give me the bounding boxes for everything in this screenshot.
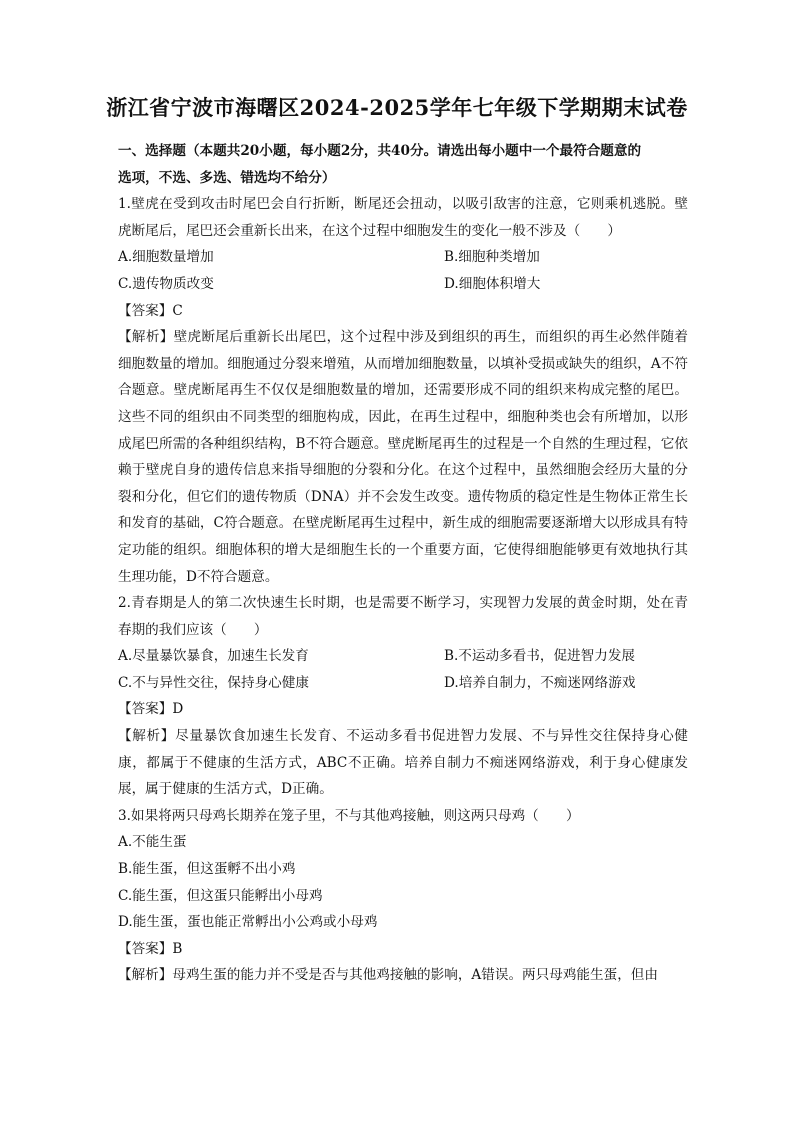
question-3-stem: 3.如果将两只母鸡长期养在笼子里，不与其他鸡接触，则这两只母鸡（ ） xyxy=(118,807,580,824)
question-1-option-c: C.遗传物质改变 xyxy=(118,275,214,292)
exam-content xyxy=(118,138,688,989)
question-1-answer: 【答案】C xyxy=(118,302,183,319)
question-2-answer: 【答案】D xyxy=(118,701,184,718)
question-2-option-b: B.不运动多看书，促进智力发展 xyxy=(444,648,636,665)
question-2-option-c: C.不与异性交往，保持身心健康 xyxy=(118,674,309,691)
question-2-analysis: 【解析】尽量暴饮食加速生长发育、不运动多看书促进智力发展、不与异性交往保持身心健康，都属于不健康的生活方式，ABC不正确。培养自制力不痴迷网络游戏，利于身心健康发展，属于健康的生活方式，D正确。 xyxy=(118,728,688,798)
section-heading-line1: 一、选择题（本题共20小题，每小题2分，共40分。请选出每小题中一个最符合题意的 xyxy=(118,143,642,159)
question-3-analysis: 【解析】母鸡生蛋的能力并不受是否与其他鸡接触的影响，A错误。两只母鸡能生蛋，但由 xyxy=(118,967,658,984)
question-1-options-row-2 xyxy=(118,271,688,298)
question-2-option-d: D.培养自制力，不痴迷网络游戏 xyxy=(444,674,636,691)
question-2-options-row-2 xyxy=(118,670,688,697)
question-3-option-a: A.不能生蛋 xyxy=(118,834,187,851)
question-1-options-row-1 xyxy=(118,244,688,271)
question-3-answer: 【答案】B xyxy=(118,940,183,957)
question-1-option-b: B.细胞种类增加 xyxy=(444,249,540,266)
question-2-stem: 2.青春期是人的第二次快速生长时期，也是需要不断学习，实现智力发展的黄金时期，处在青春期的我们应该（ ） xyxy=(118,595,688,638)
section-heading xyxy=(118,138,688,191)
question-1-option-d: D.细胞体积增大 xyxy=(444,275,541,292)
question-2-option-a: A.尽量暴饮暴食，加速生长发育 xyxy=(118,648,309,665)
page-title: 浙江省宁波市海曙区2024-2025学年七年级下学期期末试卷 xyxy=(106,95,688,120)
question-3-option-d: D.能生蛋，蛋也能正常孵出小公鸡或小母鸡 xyxy=(118,914,378,931)
question-1-analysis: 【解析】壁虎断尾后重新长出尾巴，这个过程中涉及到组织的再生，而组织的再生必然伴随着细胞数量的增加。细胞通过分裂来增殖，从而增加细胞数量，以填补受损或缺失的组织，A不符合题意。壁虎断尾再生不仅仅是细胞数量的增加，还需要形成不同的组织来构成完整的尾巴。这些不同的组织由不同类型的细胞构成，因此，在再生过程中，细胞种类也会有所增加，以形成尾巴所需的各种组织结构，B不符合题意。壁虎断尾再生的过程是一个自然的生理过程，它依赖于壁虎自身的遗传信息来指导细胞的分裂和分化。在这个过程中，虽然细胞会经历大量的分裂和分化，但它们的遗传物质（DNA）并不会发生改变。遗传物质的稳定性是生物体正常生长和发育的基础，C符合题意。在壁虎断尾再生过程中，新生成的细胞需要逐渐增大以形成具有特定功能的组织。细胞体积的增大是细胞生长的一个重要方面，它使得细胞能够更有效地执行其生理功能，D不符合题意。 xyxy=(118,329,688,585)
question-2-options-row-1 xyxy=(118,643,688,670)
question-3-option-b: B.能生蛋，但这蛋孵不出小鸡 xyxy=(118,861,296,878)
question-3-option-c: C.能生蛋，但这蛋只能孵出小母鸡 xyxy=(118,887,323,904)
section-heading-line2: 选项，不选、多选、错选均不给分） xyxy=(118,169,336,186)
question-1-option-a: A.细胞数量增加 xyxy=(118,249,214,266)
question-1-stem: 1.壁虎在受到攻击时尾巴会自行折断，断尾还会扭动，以吸引敌害的注意，它则乘机逃脱。壁虎断尾后，尾巴还会重新长出来，在这个过程中细胞发生的变化一般不涉及（ ） xyxy=(118,196,688,239)
